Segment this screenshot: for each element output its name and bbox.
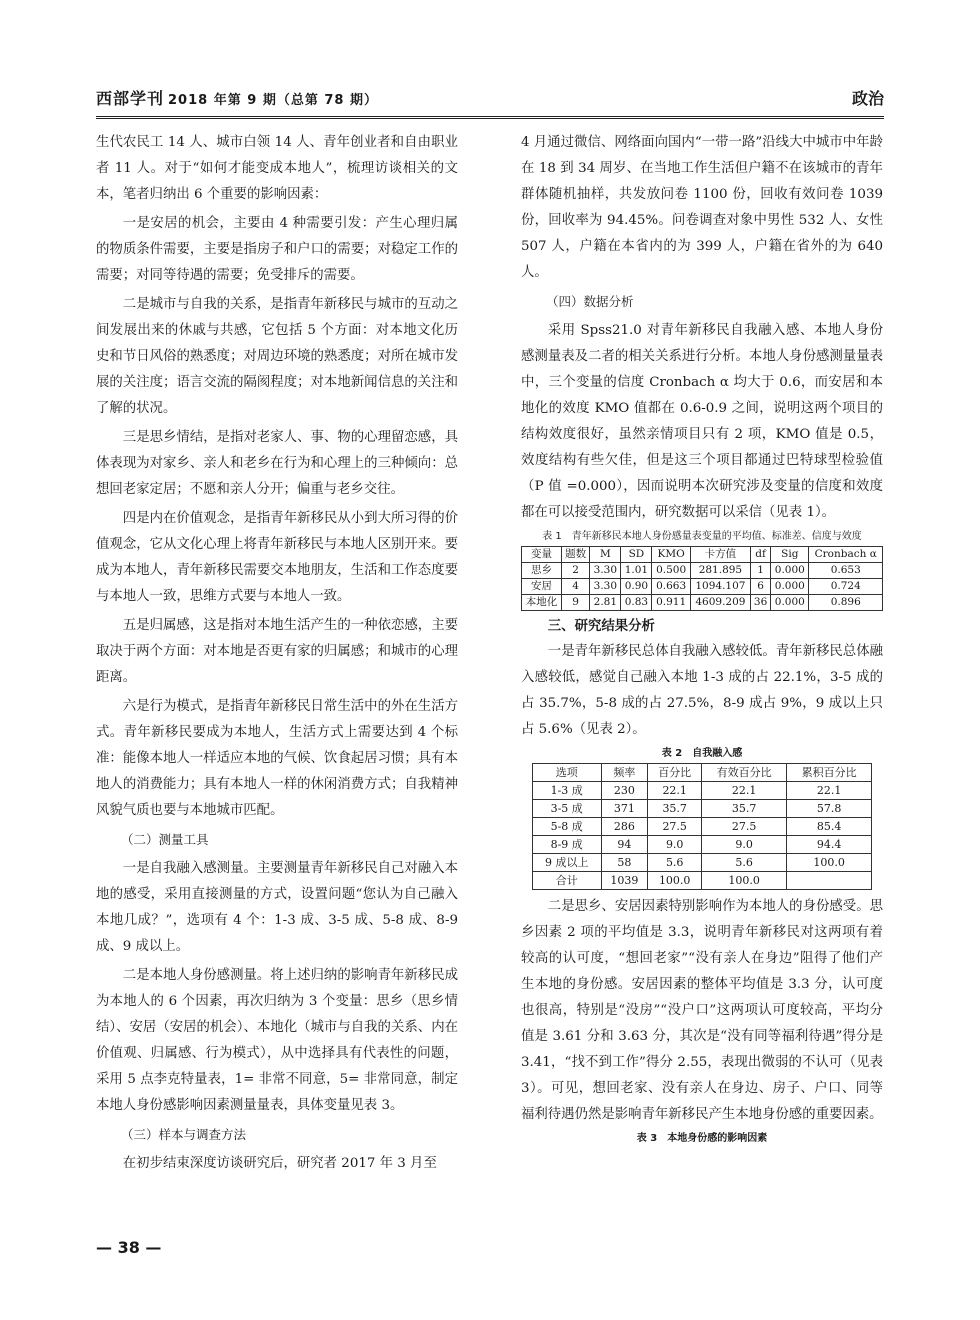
table-cell: 9.0 [648, 836, 702, 854]
table-cell: 0.911 [652, 595, 690, 611]
right-column [521, 130, 883, 1148]
table-row [532, 854, 871, 872]
table-cell: 35.7 [648, 800, 702, 818]
table-row [522, 595, 883, 611]
paragraph: 4 月通过微信、网络面向国内“一带一路”沿线大中城市中年龄在 18 到 34 周岁、在当地工作生活但户籍不在该城市的青年群体随机抽样，共发放问卷 1100 份，回收有效问卷 1039 份，回收率为 94.45%。问卷调查对象中男性 532 人、女性 507 人，户籍在本省内的为 399 人，户籍在省外的为 640 人。 [521, 135, 883, 280]
table-cell: 2.81 [590, 595, 621, 611]
table-cell: 3.30 [590, 563, 621, 579]
table-row [522, 563, 883, 579]
table-row [522, 579, 883, 595]
table-cell: 1094.107 [690, 579, 750, 595]
left-column [96, 130, 458, 1180]
table-row [532, 818, 871, 836]
table-cell: 1039 [601, 872, 648, 890]
table-header-cell: KMO [652, 547, 690, 563]
table-cell: 1.01 [621, 563, 652, 579]
paragraph: 一是安居的机会，主要由 4 种需要引发：产生心理归属的物质条件需要，主要是指房子和户口的需要；对稳定工作的需要；对同等待遇的需要；免受排斥的需要。 [96, 216, 458, 283]
table-cell: 5.6 [648, 854, 702, 872]
paragraph: 二是思乡、安居因素特别影响作为本地人的身份感受。思乡因素 2 项的平均值是 3.3，说明青年新移民对这两项有着较高的认可度，“想回老家”“没有亲人在身边”阻得了他们产生本地的身份感。安居因素的整体平均值是 3.3 分，认可度也很高，特别是“没房”“没户口”这两项认可度较高，平均分值是 3.61 分和 3.63 分，其次是“没有同等福利待遇”得分是 3.41，“找不到工作”得分 2.55，表现出微弱的不认可（见表 3）。可见，想回老家、没有亲人在身边、房子、户口、同等福利待遇仍然是影响青年新移民产生本地身份感的重要因素。 [521, 899, 883, 1122]
table-header-cell: Cronbach α [809, 547, 883, 563]
table1-caption: 表 1 青年新移民本地人身份感量表变量的平均值、标准差、信度与效度 [542, 531, 862, 542]
subsection-heading: （三）样本与调查方法 [121, 1127, 247, 1142]
paragraph: 生代农民工 14 人、城市白领 14 人、青年创业者和自由职业者 11 人。对于“如何才能变成本地人”，梳理访谈相关的文本，笔者归纳出 6 个重要的影响因素： [96, 135, 458, 202]
paragraph: 六是行为模式，是指青年新移民日常生活中的外在生活方式。青年新移民要成为本地人，生活方式上需要达到 4 个标准：能像本地人一样适应本地的气候、饮食起居习惯；具有本地人的消费能力；具有本地人一样的休闲消费方式；自我精神风貌气质也要与本地城市匹配。 [96, 699, 458, 818]
subsection-heading: （二）测量工具 [121, 832, 209, 847]
paragraph: 采用 Spss21.0 对青年新移民自我融入感、本地人身份感测量表及二者的相关关系进行分析。本地人身份感测量量表中，三个变量的信度 Cronbach α 均大于 0.6，而安居和本地化的效度 KMO 值都在 0.6-0.9 之间，说明这两个项目的结构效度很好，虽然亲情项目只有 2 项，KMO 值是 0.5，效度结构有些欠佳，但是这三个项目都通过巴特球型检验值（P 值 =0.000），因而说明本次研究涉及变量的信度和效度都在可以接受范围内，研究数据可以采信（见表 1）。 [521, 323, 883, 520]
table-cell: 4 [561, 579, 589, 595]
table1 [521, 546, 883, 611]
table-header-cell: 频率 [601, 764, 648, 782]
table-cell: 85.4 [787, 818, 872, 836]
table-header-cell: 百分比 [648, 764, 702, 782]
table-row [532, 800, 871, 818]
section-heading: 三、研究结果分析 [547, 619, 655, 634]
table-cell: 57.8 [787, 800, 872, 818]
table-row [532, 782, 871, 800]
table-header-cell: 累积百分比 [787, 764, 872, 782]
table-cell: 0.000 [771, 579, 809, 595]
table-cell: 6 [751, 579, 771, 595]
table-cell: 0.90 [621, 579, 652, 595]
table-header-cell: 变量 [522, 547, 562, 563]
table2 [532, 763, 872, 890]
paragraph: 二是城市与自我的关系，是指青年新移民与城市的互动之间发展出来的休戚与共感，它包括 5 个方面：对本地文化历史和节日风俗的熟悉度；对周边环境的熟悉度；对所在城市发展的关注度；语言交流的隔阂程度；对本地新闻信息的关注和了解的状况。 [96, 297, 458, 416]
table3-caption: 表 3 本地身份感的影响因素 [636, 1133, 768, 1144]
paragraph: 一是自我融入感测量。主要测量青年新移民自己对融入本地的感受，采用直接测量的方式，设置问题“您认为自己融入本地几成？”，选项有 4 个：1-3 成、3-5 成、5-8 成、8-9 成、9 成以上。 [96, 861, 458, 954]
table-cell: 100.0 [702, 872, 787, 890]
table-header-cell: 有效百分比 [702, 764, 787, 782]
table-cell: 0.663 [652, 579, 690, 595]
table-cell: 100.0 [648, 872, 702, 890]
table-cell: 1-3 成 [532, 782, 601, 800]
table-cell: 9.0 [702, 836, 787, 854]
table-cell: 0.896 [809, 595, 883, 611]
section-name: 政治 [851, 89, 884, 108]
table-cell: 本地化 [522, 595, 562, 611]
table-cell: 22.1 [787, 782, 872, 800]
table-header-cell: Sig [771, 547, 809, 563]
table-cell: 281.895 [690, 563, 750, 579]
table-cell: 0.000 [771, 563, 809, 579]
table-cell: 0.724 [809, 579, 883, 595]
paragraph: 二是本地人身份感测量。将上述归纳的影响青年新移民成为本地人的 6 个因素，再次归纳为 3 个变量：思乡（思乡情结）、安居（安居的机会）、本地化（城市与自我的关系、内在价值观、归属感、行为模式），从中选择具有代表性的问题，采用 5 点李克特量表，1= 非常不同意，5= 非常同意，制定本地人身份感影响因素测量量表，具体变量见表 3。 [96, 968, 458, 1113]
table-cell: 22.1 [702, 782, 787, 800]
paragraph: 五是归属感，这是指对本地生活产生的一种依恋感，主要取决于两个方面：对本地是否更有家的归属感；和城市的心理距离。 [96, 618, 458, 685]
table-cell: 0.500 [652, 563, 690, 579]
paragraph: 一是青年新移民总体自我融入感较低。青年新移民总体融入感较低，感觉自己融入本地 1-3 成的占 22.1%，3-5 成的占 35.7%，5-8 成的占 27.5%，8-9 成占 9%，9 成以上只占 5.6%（见表 2）。 [521, 644, 883, 737]
table-cell: 3.30 [590, 579, 621, 595]
table-cell: 2 [561, 563, 589, 579]
page-number: — 38 — [96, 1238, 162, 1257]
table-cell: 3-5 成 [532, 800, 601, 818]
table-row [532, 836, 871, 854]
table-cell: 35.7 [702, 800, 787, 818]
table-cell: 5.6 [702, 854, 787, 872]
table-cell: 94.4 [787, 836, 872, 854]
table-cell: 4609.209 [690, 595, 750, 611]
issue-info: 2018 年第 9 期（总第 78 期） [168, 93, 378, 108]
table-cell: 8-9 成 [532, 836, 601, 854]
journal-name: 西部学刊 2018 年第 9 期（总第 78 期） [96, 89, 378, 108]
table-cell: 27.5 [648, 818, 702, 836]
table-cell: 100.0 [787, 854, 872, 872]
table-cell: 9 成以上 [532, 854, 601, 872]
table-cell: 1 [751, 563, 771, 579]
table-cell [787, 872, 872, 890]
table-row [532, 872, 871, 890]
table-cell: 230 [601, 782, 648, 800]
running-header [96, 82, 884, 119]
table-header-cell: 卡方值 [690, 547, 750, 563]
table-header-cell: 选项 [532, 764, 601, 782]
table-cell: 0.653 [809, 563, 883, 579]
table-header-row [532, 764, 871, 782]
table-cell: 0.000 [771, 595, 809, 611]
table-header-cell: M [590, 547, 621, 563]
table-cell: 安居 [522, 579, 562, 595]
table-cell: 371 [601, 800, 648, 818]
table-header-row [522, 547, 883, 563]
table-cell: 27.5 [702, 818, 787, 836]
table-cell: 286 [601, 818, 648, 836]
table-cell: 思乡 [522, 563, 562, 579]
table-cell: 9 [561, 595, 589, 611]
table-cell: 36 [751, 595, 771, 611]
paragraph: 三是思乡情结，是指对老家人、事、物的心理留恋感，具体表现为对家乡、亲人和老乡在行为和心理上的三种倾向：总想回老家定居；不愿和亲人分开；偏重与老乡交往。 [96, 430, 458, 497]
table2-caption: 表 2 自我融入感 [661, 748, 743, 759]
paragraph: 在初步结束深度访谈研究后，研究者 2017 年 3 月至 [122, 1156, 437, 1171]
table-header-cell: df [751, 547, 771, 563]
table-header-cell: 题数 [561, 547, 589, 563]
table-cell: 0.83 [621, 595, 652, 611]
table-cell: 合计 [532, 872, 601, 890]
table-header-cell: SD [621, 547, 652, 563]
table-cell: 22.1 [648, 782, 702, 800]
table-cell: 5-8 成 [532, 818, 601, 836]
paragraph: 四是内在价值观念，是指青年新移民从小到大所习得的价值观念，它从文化心理上将青年新移民与本地人区别开来。要成为本地人，青年新移民需要交本地朋友，生活和工作态度要与本地人一致，思维方式要与本地人一致。 [96, 511, 458, 604]
table-cell: 94 [601, 836, 648, 854]
subsection-heading: （四）数据分析 [546, 294, 634, 309]
table-cell: 58 [601, 854, 648, 872]
